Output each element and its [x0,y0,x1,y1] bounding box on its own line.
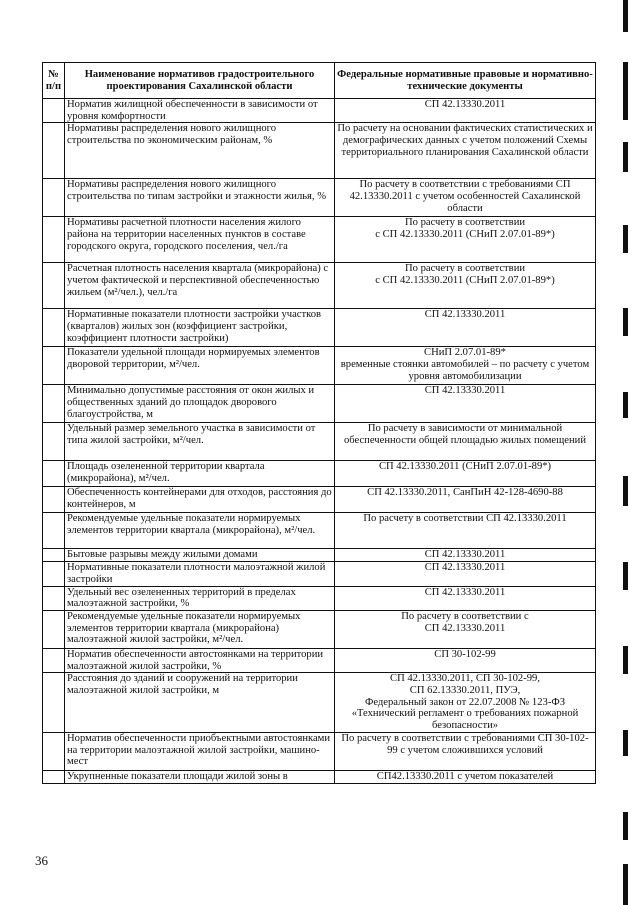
row-standard-name: Обеспеченность контейнерами для отходов, расстояния до контейнеров, м [65,487,335,513]
row-number-cell [43,732,65,770]
row-federal-document: СП 42.13330.2011, СП 30-102-99, СП 62.13330.2011, ПУЭ, Федеральный закон от 22.07.2008 № 123-ФЗ «Технический регламент о требованиях пожарной безопасности» [335,673,596,733]
table-row [43,586,596,610]
table-row [43,309,596,347]
row-number-cell [43,586,65,610]
row-standard-name: Нормативные показатели плотности малоэтажной жилой застройки [65,562,335,586]
row-federal-document: По расчету в соответствии СП 42.13330.2011 [335,513,596,549]
scan-edge-mark [623,225,628,253]
scan-edge-mark [623,730,628,756]
table-row [43,263,596,309]
page-number: 36 [35,853,48,868]
scan-edge-mark [623,646,628,674]
row-standard-name: Укрупненные показатели площади жилой зоны в [65,770,335,783]
table-row [43,732,596,770]
row-federal-document: СП 42.13330.2011 (СНиП 2.07.01-89*) [335,461,596,487]
row-standard-name: Нормативы расчетной плотности населения жилого района на территории населенных пунктов в составе городского округа, городского поселения, чел./га [65,217,335,263]
row-standard-name: Нормативы распределения нового жилищного строительства по типам застройки и этажности жилья, % [65,179,335,217]
row-federal-document: СП 42.13330.2011 [335,99,596,123]
row-federal-document: СП 42.13330.2011 [335,562,596,586]
row-number-cell [43,487,65,513]
row-federal-document: СП 42.13330.2011 [335,309,596,347]
row-standard-name: Расстояния до зданий и сооружений на территории малоэтажной жилой застройки, м [65,673,335,733]
row-number-cell [43,549,65,562]
row-federal-document: СП42.13330.2011 с учетом показателей [335,770,596,783]
table-header-row [43,63,596,99]
row-standard-name: Рекомендуемые удельные показатели нормируемых элементов территории квартала (микрорайона) малоэтажной жилой застройки, м²/чел. [65,610,335,648]
table-row [43,461,596,487]
row-federal-document: СНиП 2.07.01-89* временные стоянки автомобилей – по расчету с учетом уровня автомобилизации [335,347,596,385]
table-row [43,648,596,672]
scan-edge-mark [623,476,628,506]
header-federal-documents: Федеральные нормативные правовые и нормативно-технические документы [335,63,596,99]
row-standard-name: Расчетная плотность населения квартала (микрорайона) с учетом фактической и перспективной обеспеченностью жильем (м²/чел.), чел./га [65,263,335,309]
row-standard-name: Рекомендуемые удельные показатели нормируемых элементов территории квартала (микрорайона), м²/чел. [65,513,335,549]
table-row [43,423,596,461]
row-federal-document: По расчету в соответствии с требованиями СП 42.13330.2011 с учетом особенностей Сахалинской области [335,179,596,217]
row-standard-name: Показатели удельной площади нормируемых элементов дворовой территории, м²/чел. [65,347,335,385]
row-standard-name: Площадь озелененной территории квартала (микрорайона), м²/чел. [65,461,335,487]
table-row [43,610,596,648]
row-number-cell [43,423,65,461]
table-row [43,123,596,179]
row-number-cell [43,217,65,263]
row-number-cell [43,263,65,309]
scan-edge-mark [623,562,628,590]
row-number-cell [43,673,65,733]
row-federal-document: По расчету в соответствии с СП 42.13330.2011 [335,610,596,648]
row-federal-document: СП 42.13330.2011, СанПиН 42-128-4690-88 [335,487,596,513]
row-number-cell [43,179,65,217]
row-number-cell [43,347,65,385]
row-federal-document: По расчету в соответствии с СП 42.13330.2011 (СНиП 2.07.01-89*) [335,217,596,263]
header-number: № п/п [43,63,65,99]
row-number-cell [43,123,65,179]
table-row [43,347,596,385]
table-row [43,562,596,586]
scan-edge-mark [623,392,628,418]
row-federal-document: По расчету на основании фактических статистических и демографических данных с учетом положений Схемы территориального планирования Сахалинской области [335,123,596,179]
row-standard-name: Удельный вес озелененных территорий в пределах малоэтажной застройки, % [65,586,335,610]
row-standard-name: Нормативы распределения нового жилищного строительства по экономическим районам, % [65,123,335,179]
table-row [43,217,596,263]
scan-edge-mark [623,0,628,32]
norms-table [42,62,596,784]
scan-edge-mark [623,308,628,336]
row-number-cell [43,309,65,347]
table-row [43,487,596,513]
row-standard-name: Норматив жилищной обеспеченности в зависимости от уровня комфортности [65,99,335,123]
scan-edge-mark [623,864,628,905]
row-number-cell [43,610,65,648]
row-federal-document: СП 42.13330.2011 [335,586,596,610]
table-row [43,179,596,217]
row-federal-document: СП 42.13330.2011 [335,385,596,423]
table-row [43,99,596,123]
row-federal-document: По расчету в соответствии с требованиями СП 30-102-99 с учетом сложившихся условий [335,732,596,770]
table-row [43,385,596,423]
row-number-cell [43,461,65,487]
scan-edge-mark [623,142,628,172]
scan-edge-mark [623,62,628,120]
table-row [43,513,596,549]
row-standard-name: Минимально допустимые расстояния от окон жилых и общественных зданий до площадок дворового благоустройства, м [65,385,335,423]
row-federal-document: СП 42.13330.2011 [335,549,596,562]
row-number-cell [43,562,65,586]
row-standard-name: Нормативные показатели плотности застройки участков (кварталов) жилых зон (коэффициент застройки, коэффициент плотности застройки) [65,309,335,347]
header-standard-name: Наименование нормативов градостроительного проектирования Сахалинской области [65,63,335,99]
row-federal-document: СП 30-102-99 [335,648,596,672]
row-federal-document: По расчету в соответствии с СП 42.13330.2011 (СНиП 2.07.01-89*) [335,263,596,309]
row-standard-name: Норматив обеспеченности автостоянками на территории малоэтажной жилой застройки, % [65,648,335,672]
row-number-cell [43,385,65,423]
row-number-cell [43,99,65,123]
row-standard-name: Норматив обеспеченности приобъектными автостоянками на территории малоэтажной жилой застройки, машино-мест [65,732,335,770]
row-standard-name: Удельный размер земельного участка в зависимости от типа жилой застройки, м²/чел. [65,423,335,461]
row-federal-document: По расчету в зависимости от минимальной обеспеченности общей площадью жилых помещений [335,423,596,461]
table-row [43,673,596,733]
table-row [43,549,596,562]
table-row [43,770,596,783]
row-number-cell [43,513,65,549]
row-number-cell [43,648,65,672]
row-number-cell [43,770,65,783]
scan-edge-mark [623,812,628,840]
row-standard-name: Бытовые разрывы между жилыми домами [65,549,335,562]
